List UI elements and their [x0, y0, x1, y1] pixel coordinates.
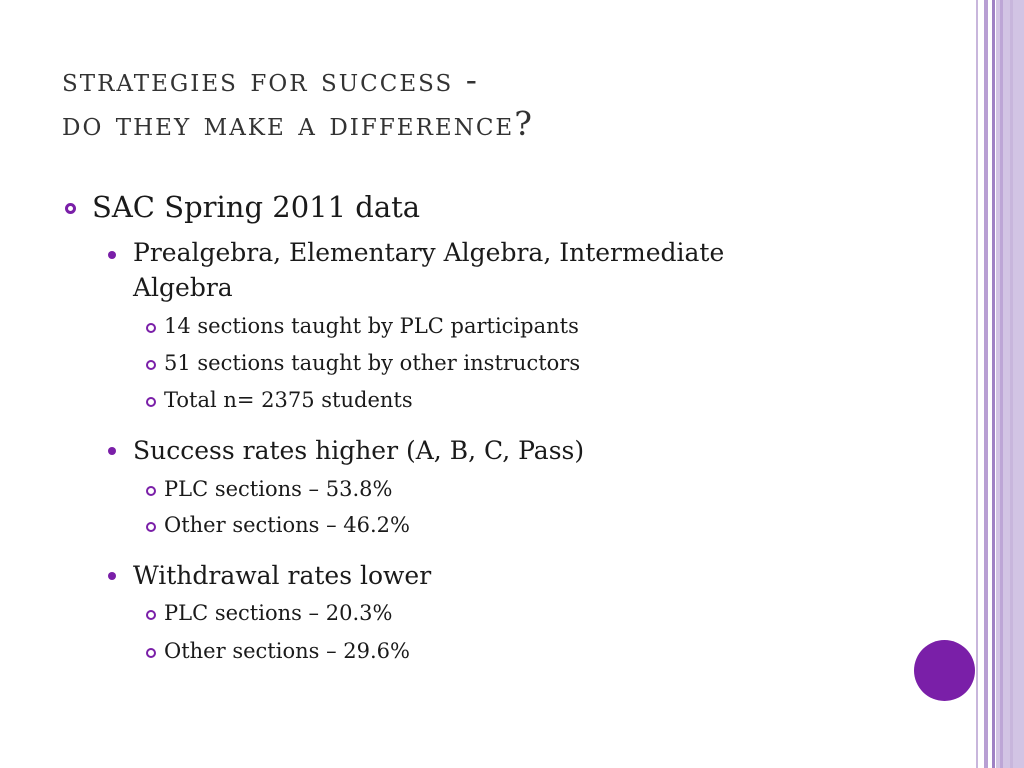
- bullet-small-ring-icon: [146, 486, 156, 496]
- bullet-ring-icon: [65, 203, 76, 214]
- bullet-withdrawal-heading: Withdrawal rates lower: [133, 561, 432, 590]
- bullet-dot-icon: [108, 447, 116, 455]
- bullet-small-ring-icon: [146, 397, 156, 407]
- bullet-success-heading: Success rates higher (A, B, C, Pass): [133, 436, 585, 465]
- bullet-small-ring-icon: [146, 522, 156, 532]
- bullet-small-ring-icon: [146, 610, 156, 620]
- bullet-small-ring-icon: [146, 648, 156, 658]
- bullet-withdrawal-plc: PLC sections – 20.3%: [164, 601, 393, 625]
- decorative-stripe: [976, 0, 978, 768]
- bullet-small-ring-icon: [146, 323, 156, 333]
- decorative-stripe: [984, 0, 988, 768]
- decorative-stripe: [1000, 0, 1003, 768]
- bullet-success-plc: PLC sections – 53.8%: [164, 477, 393, 501]
- bullet-main: SAC Spring 2011 data: [92, 190, 421, 224]
- bullet-small-ring-icon: [146, 360, 156, 370]
- bullet-dot-icon: [108, 251, 116, 259]
- title-line-2: do they make a difference?: [62, 104, 534, 143]
- bullet-sections-other: 51 sections taught by other instructors: [164, 351, 581, 375]
- decorative-stripe: [992, 0, 995, 768]
- bullet-withdrawal-other: Other sections – 29.6%: [164, 639, 410, 663]
- slide-title: [62, 58, 534, 146]
- title-line-1: strategies for success -: [62, 60, 479, 99]
- bullet-sections-plc: 14 sections taught by PLC participants: [164, 314, 579, 338]
- bullet-total: Total n= 2375 students: [164, 388, 413, 412]
- decorative-circle: [914, 640, 975, 701]
- bullet-success-other: Other sections – 46.2%: [164, 513, 410, 537]
- bullet-dot-icon: [108, 572, 116, 580]
- decorative-stripe: [1010, 0, 1013, 768]
- bullet-courses: Prealgebra, Elementary Algebra, Intermediate Algebra: [133, 238, 725, 302]
